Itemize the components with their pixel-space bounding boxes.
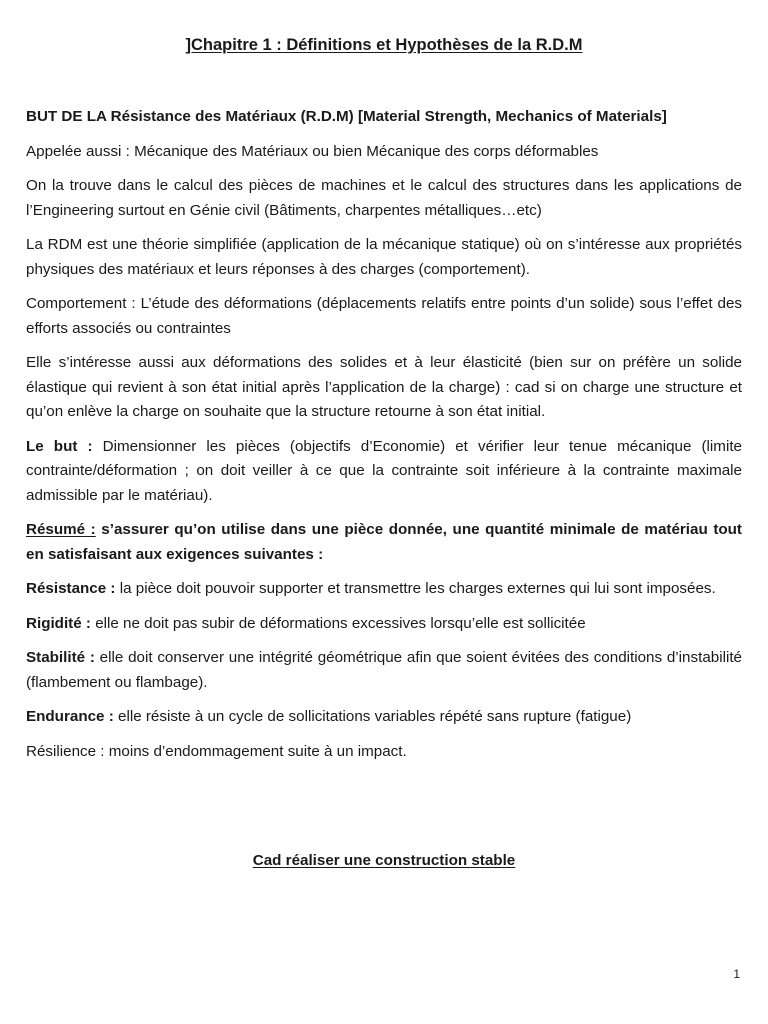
document-body bbox=[26, 105, 742, 774]
paragraph-behaviour: Comportement : L’étude des déformations (déplacements relatifs entre points d’un solide) sous l’effet des efforts associés ou contraintes bbox=[26, 295, 742, 337]
summary-label: Résumé : bbox=[26, 521, 96, 538]
section-heading: BUT DE LA Résistance des Matériaux (R.D.M) [Material Strength, Mechanics of Materials] bbox=[26, 108, 667, 125]
conclusion-text: Cad réaliser une construction stable bbox=[252, 852, 516, 869]
requirement-rigidity bbox=[26, 612, 742, 637]
rigidity-label: Rigidité : bbox=[26, 614, 91, 632]
requirement-resilience: Résilience : moins d’endommagement suite à un impact. bbox=[26, 742, 407, 760]
stability-label: Stabilité : bbox=[26, 649, 95, 666]
resistance-label: Résistance : bbox=[26, 580, 116, 597]
summary-text: s’assurer qu’on utilise dans une pièce donnée, une quantité minimale de matériau tout en satisfaisant aux exigences suivantes : bbox=[26, 521, 742, 563]
endurance-label: Endurance : bbox=[26, 708, 114, 725]
paragraph-applications: On la trouve dans le calcul des pièces de machines et le calcul des structures dans les applications de l’Engineering surtout en Génie civil (Bâtiments, charpentes métalliques…etc) bbox=[26, 177, 742, 219]
page-title bbox=[0, 34, 768, 56]
requirement-endurance bbox=[26, 705, 742, 730]
stability-text: elle doit conserver une intégrité géométrique afin que soient évitées des conditions d’instabilité (flambement ou flambage). bbox=[26, 649, 742, 691]
conclusion bbox=[0, 850, 768, 872]
rigidity-text: elle ne doit pas subir de déformations excessives lorsqu’elle est sollicitée bbox=[90, 614, 586, 632]
paragraph-summary bbox=[26, 518, 742, 567]
paragraph-elasticity: Elle s’intéresse aussi aux déformations des solides et à leur élasticité (bien sur on préfère un solide élastique qui revient à son état initial après l’application de la charge) : cad si on charge une structure et qu’on enlève la charge on souhaite que la structure retourne à son état initial. bbox=[26, 354, 742, 420]
paragraph-rdm-theory: La RDM est une théorie simplifiée (application de la mécanique statique) où on s’intéresse aux propriétés physiques des matériaux et leurs réponses à des charges (comportement). bbox=[26, 236, 742, 278]
paragraph-also-called: Appelée aussi : Mécanique des Matériaux ou bien Mécanique des corps déformables bbox=[26, 142, 599, 160]
goal-text: Dimensionner les pièces (objectifs d’Economie) et vérifier leur tenue mécanique (limite contrainte/déformation ; on doit veiller à ce que la contrainte soit inférieure à la contrainte maximale admissible par le matériau). bbox=[26, 437, 742, 504]
page-number: 1 bbox=[733, 967, 740, 981]
goal-label: Le but : bbox=[26, 437, 93, 455]
resistance-text: la pièce doit pouvoir supporter et transmettre les charges externes qui lui sont imposées. bbox=[115, 580, 716, 597]
requirement-resistance bbox=[26, 577, 742, 602]
endurance-text: elle résiste à un cycle de sollicitations variables répété sans rupture (fatigue) bbox=[113, 708, 632, 725]
requirement-stability bbox=[26, 646, 742, 695]
paragraph-goal bbox=[26, 435, 742, 509]
page-title-text: ]Chapitre 1 : Définitions et Hypothèses de la R.D.M bbox=[185, 36, 583, 54]
